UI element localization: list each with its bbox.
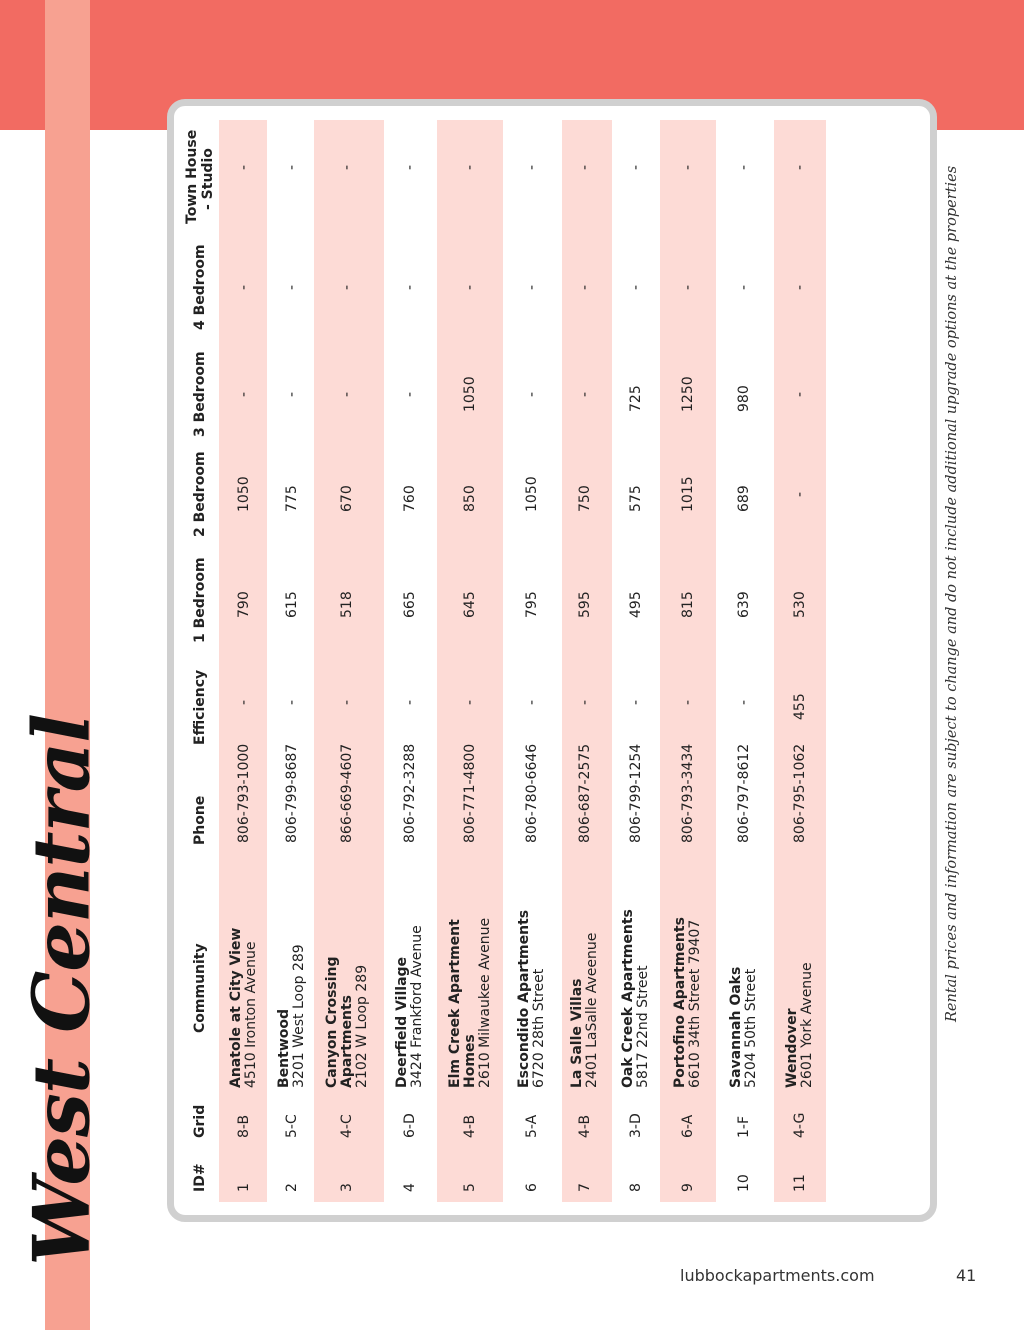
row-townhouse: - bbox=[792, 164, 808, 170]
community-name: Wendover bbox=[784, 1008, 800, 1088]
community-name: Apartments bbox=[338, 995, 355, 1088]
row-phone: 866-669-4607 bbox=[339, 743, 355, 843]
community-address: 2610 Milwaukee Avenue bbox=[476, 917, 493, 1088]
header-grid: Grid bbox=[192, 1104, 208, 1138]
row-id: 6 bbox=[524, 1183, 540, 1192]
header-3-bedroom: 3 Bedroom bbox=[192, 351, 208, 437]
row-bed3: - bbox=[524, 391, 540, 397]
header-4-bedroom: 4 Bedroom bbox=[192, 244, 208, 330]
community-name: Bentwood bbox=[276, 1008, 292, 1088]
community-name: Savannah Oaks bbox=[728, 966, 744, 1088]
community-address: 5204 50th Street bbox=[743, 968, 759, 1088]
row-phone: 806-687-2575 bbox=[577, 743, 593, 843]
row-phone: 806-795-1062 bbox=[792, 743, 808, 843]
row-id: 7 bbox=[577, 1183, 593, 1192]
header-2-bedroom: 2 Bedroom bbox=[192, 451, 208, 537]
row-bed2: 750 bbox=[577, 485, 593, 512]
row-efficiency: - bbox=[339, 699, 355, 705]
community-name: Oak Creek Apartments bbox=[620, 909, 636, 1088]
header-efficiency: Efficiency bbox=[192, 669, 208, 745]
row-bed3: - bbox=[236, 391, 252, 397]
row-grid: 4-B bbox=[462, 1114, 478, 1138]
community-name: Canyon Crossing bbox=[323, 956, 340, 1088]
row-bed1: 615 bbox=[284, 591, 300, 618]
community-address: 3201 West Loop 289 bbox=[291, 944, 307, 1088]
row-townhouse: - bbox=[462, 164, 478, 170]
header-community: Community bbox=[192, 943, 208, 1033]
community-address: 6720 28th Street bbox=[531, 968, 547, 1088]
community-address: 3424 Frankford Avenue bbox=[409, 925, 425, 1088]
row-phone: 806-780-6646 bbox=[524, 743, 540, 843]
row-bed2: 760 bbox=[402, 485, 418, 512]
row-bed3: - bbox=[284, 391, 300, 397]
row-bed2: 1050 bbox=[236, 476, 252, 512]
community-name: Anatole at City View bbox=[228, 927, 244, 1088]
row-id: 8 bbox=[628, 1183, 644, 1192]
row-bed3: - bbox=[402, 391, 418, 397]
community-name: Deerfield Village bbox=[394, 956, 410, 1088]
row-efficiency: - bbox=[462, 699, 478, 705]
row-efficiency: - bbox=[577, 699, 593, 705]
row-bed2: 850 bbox=[462, 485, 478, 512]
community-name: Homes bbox=[461, 1034, 478, 1088]
row-id: 4 bbox=[402, 1183, 418, 1192]
row-efficiency: 455 bbox=[792, 693, 808, 720]
row-grid: 8-B bbox=[236, 1114, 252, 1138]
row-bed4: - bbox=[236, 284, 252, 290]
community-address: 4510 Ironton Avenue bbox=[243, 941, 259, 1088]
row-bed1: 795 bbox=[524, 591, 540, 618]
row-bed4: - bbox=[628, 284, 644, 290]
row-id: 10 bbox=[736, 1174, 752, 1192]
footer-website-link[interactable]: lubbockapartments.com bbox=[680, 1266, 875, 1285]
header-phone: Phone bbox=[192, 795, 208, 845]
row-phone: 806-793-3434 bbox=[680, 743, 696, 843]
row-phone: 806-771-4800 bbox=[462, 743, 478, 843]
row-bed3: - bbox=[339, 391, 355, 397]
row-bed1: 639 bbox=[736, 591, 752, 618]
row-bed3: - bbox=[792, 391, 808, 397]
row-efficiency: - bbox=[524, 699, 540, 705]
row-bed1: 595 bbox=[577, 591, 593, 618]
row-grid: 5-C bbox=[284, 1114, 300, 1138]
row-bed2: 775 bbox=[284, 485, 300, 512]
header-1-bedroom: 1 Bedroom bbox=[192, 557, 208, 643]
row-grid: 4-C bbox=[339, 1114, 355, 1138]
row-bed1: 665 bbox=[402, 591, 418, 618]
row-id: 1 bbox=[236, 1183, 252, 1192]
row-id: 11 bbox=[792, 1174, 808, 1192]
row-townhouse: - bbox=[736, 164, 752, 170]
row-efficiency: - bbox=[628, 699, 644, 705]
row-bed2: 1050 bbox=[524, 476, 540, 512]
row-grid: 6-D bbox=[402, 1113, 418, 1138]
row-bed3: - bbox=[577, 391, 593, 397]
community-address: 5817 22nd Street bbox=[635, 965, 651, 1088]
row-bed1: 495 bbox=[628, 591, 644, 618]
row-phone: 806-799-8687 bbox=[284, 743, 300, 843]
community-address: 2102 W Loop 289 bbox=[353, 964, 370, 1088]
row-phone: 806-792-3288 bbox=[402, 743, 418, 843]
row-bed3: 980 bbox=[736, 385, 752, 412]
row-townhouse: - bbox=[339, 164, 355, 170]
row-bed4: - bbox=[792, 284, 808, 290]
row-grid: 4-G bbox=[792, 1112, 808, 1138]
disclaimer-note: Rental prices and information are subject to change and do not include additional upgrade options at the properties bbox=[944, 165, 960, 1022]
row-bed1: 790 bbox=[236, 591, 252, 618]
row-bed2: 689 bbox=[736, 485, 752, 512]
row-id: 2 bbox=[284, 1183, 300, 1192]
page-number: 41 bbox=[956, 1266, 977, 1285]
row-townhouse: - bbox=[284, 164, 300, 170]
row-townhouse: - bbox=[680, 164, 696, 170]
row-efficiency: - bbox=[402, 699, 418, 705]
row-townhouse: - bbox=[628, 164, 644, 170]
community-name: Escondido Apartments bbox=[516, 909, 532, 1088]
row-grid: 5-A bbox=[524, 1114, 540, 1138]
community-name: Portofino Apartments bbox=[672, 917, 688, 1088]
section-title: West Central bbox=[16, 714, 108, 1266]
row-bed2: - bbox=[792, 491, 808, 497]
community-name: La Salle Villas bbox=[569, 978, 585, 1088]
row-bed4: - bbox=[284, 284, 300, 290]
row-bed1: 815 bbox=[680, 591, 696, 618]
header-townhouse-studio: - Studio bbox=[200, 148, 216, 210]
row-bed1: 645 bbox=[462, 591, 478, 618]
row-townhouse: - bbox=[402, 164, 418, 170]
row-bed3: 1250 bbox=[680, 376, 696, 412]
row-efficiency: - bbox=[236, 699, 252, 705]
row-id: 5 bbox=[462, 1183, 478, 1192]
row-phone: 806-793-1000 bbox=[236, 743, 252, 843]
header-townhouse: Town House bbox=[184, 129, 200, 224]
row-grid: 1-F bbox=[736, 1115, 752, 1138]
row-bed3: 725 bbox=[628, 385, 644, 412]
row-grid: 4-B bbox=[577, 1114, 593, 1138]
row-grid: 3-D bbox=[628, 1113, 644, 1138]
row-bed4: - bbox=[680, 284, 696, 290]
row-bed4: - bbox=[462, 284, 478, 290]
community-address: 2601 York Avenue bbox=[799, 962, 815, 1088]
row-bed4: - bbox=[577, 284, 593, 290]
row-bed1: 530 bbox=[792, 591, 808, 618]
row-bed2: 670 bbox=[339, 485, 355, 512]
row-efficiency: - bbox=[680, 699, 696, 705]
row-phone: 806-797-8612 bbox=[736, 743, 752, 843]
row-bed4: - bbox=[339, 284, 355, 290]
community-address: 6610 34th Street 79407 bbox=[687, 919, 703, 1088]
row-bed1: 518 bbox=[339, 591, 355, 618]
row-efficiency: - bbox=[736, 699, 752, 705]
community-address: 2401 LaSalle Aveenue bbox=[584, 932, 600, 1088]
header-id: ID# bbox=[192, 1163, 208, 1192]
row-bed4: - bbox=[736, 284, 752, 290]
community-name: Elm Creek Apartment bbox=[446, 919, 463, 1088]
row-bed3: 1050 bbox=[462, 376, 478, 412]
row-townhouse: - bbox=[524, 164, 540, 170]
row-bed4: - bbox=[524, 284, 540, 290]
row-bed2: 575 bbox=[628, 485, 644, 512]
row-phone: 806-799-1254 bbox=[628, 743, 644, 843]
row-bed2: 1015 bbox=[680, 476, 696, 512]
row-id: 9 bbox=[680, 1183, 696, 1192]
row-grid: 6-A bbox=[680, 1114, 696, 1138]
row-id: 3 bbox=[339, 1183, 355, 1192]
row-efficiency: - bbox=[284, 699, 300, 705]
row-townhouse: - bbox=[236, 164, 252, 170]
row-bed4: - bbox=[402, 284, 418, 290]
row-townhouse: - bbox=[577, 164, 593, 170]
